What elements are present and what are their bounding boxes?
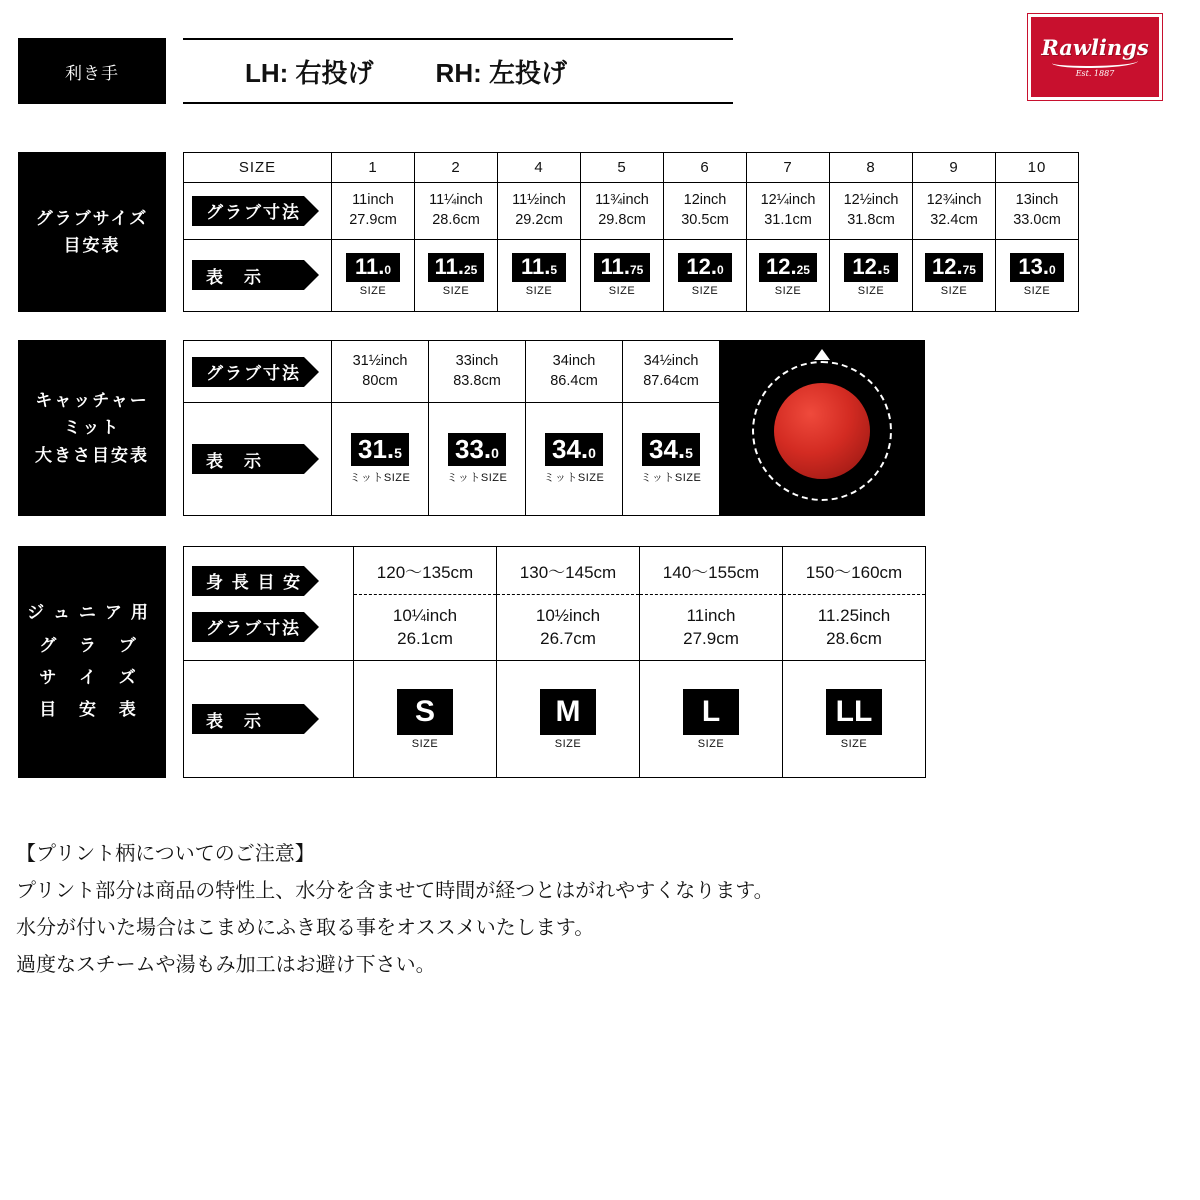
logo-swoosh-icon xyxy=(1052,56,1138,68)
row-tag: グラブ寸法 xyxy=(184,357,331,387)
size-chip: 12. 0 xyxy=(678,253,732,282)
size-caption: SIZE xyxy=(774,285,802,298)
height-dimension-tag-cell xyxy=(184,547,354,661)
logo-est-text: Est. 1887 xyxy=(1075,68,1115,78)
row-tag: 表 示 xyxy=(184,260,331,290)
display-cell xyxy=(783,661,926,778)
size-caption: SIZE xyxy=(525,285,553,298)
size-chip: 31. 5 xyxy=(351,433,409,466)
notes-line: 過度なスチームや湯もみ加工はお避け下さい。 xyxy=(16,954,436,976)
mitt-illustration xyxy=(774,383,870,479)
row-tag: グラブ寸法 xyxy=(184,612,353,642)
display-cell xyxy=(581,239,664,311)
dimension-cell: 34½inch 87.64cm xyxy=(623,341,720,403)
display-cell xyxy=(415,239,498,311)
header-size-label: SIZE xyxy=(184,153,332,183)
display-cell xyxy=(830,239,913,311)
height-cell: 120〜135cm xyxy=(354,547,497,595)
display-cell xyxy=(747,239,830,311)
glove-size-table-block xyxy=(18,152,1079,312)
table-row xyxy=(184,153,1079,183)
display-cell xyxy=(354,661,497,778)
dimension-cell: 12½inch 31.8cm xyxy=(830,183,913,239)
size-header-cell: 5 xyxy=(581,153,664,183)
size-caption: SIZE xyxy=(608,285,636,298)
height-cell: 150〜160cm xyxy=(783,547,926,595)
handedness-rh: RH: 左投げ xyxy=(435,57,567,88)
rawlings-logo xyxy=(1028,14,1162,100)
handedness-lh: LH: 右投げ xyxy=(245,57,374,88)
dimension-cell: 12inch 30.5cm xyxy=(664,183,747,239)
height-cell: 140〜155cm xyxy=(640,547,783,595)
row-tag: 表 示 xyxy=(184,704,353,734)
display-cell xyxy=(498,239,581,311)
handedness-values xyxy=(183,38,733,104)
display-cell xyxy=(996,239,1079,311)
junior-size-table xyxy=(183,546,926,778)
size-header-cell: 8 xyxy=(830,153,913,183)
glove-size-side-label: グラブサイズ 目安表 xyxy=(18,152,166,312)
dimension-cell: 11¾inch 29.8cm xyxy=(581,183,664,239)
handedness-label: 利き手 xyxy=(18,38,166,104)
dimension-cell: 11¼inch 28.6cm xyxy=(415,183,498,239)
size-caption: SIZE xyxy=(857,285,885,298)
size-header-cell: 6 xyxy=(664,153,747,183)
display-cell xyxy=(664,239,747,311)
size-header-cell: 10 xyxy=(996,153,1079,183)
size-header-cell: 4 xyxy=(498,153,581,183)
size-letter-chip: M xyxy=(540,689,596,735)
dimension-cell: 11inch 27.9cm xyxy=(332,183,415,239)
table-row xyxy=(184,341,925,403)
dimension-cell: 33inch 83.8cm xyxy=(429,341,526,403)
dimension-cell: 12¾inch 32.4cm xyxy=(913,183,996,239)
size-chip: 34. 0 xyxy=(545,433,603,466)
size-chip: 33. 0 xyxy=(448,433,506,466)
size-letter-chip: S xyxy=(397,689,453,735)
size-chip: 12. 75 xyxy=(925,253,983,282)
glove-size-table xyxy=(183,152,1079,312)
size-chip: 11. 0 xyxy=(346,253,400,282)
dimension-tag-cell xyxy=(184,341,332,403)
size-caption: SIZE xyxy=(359,285,387,298)
table-row xyxy=(184,547,926,595)
height-cell: 130〜145cm xyxy=(497,547,640,595)
size-caption: ミットSIZE xyxy=(543,472,605,485)
row-tag: 表 示 xyxy=(184,444,331,474)
table-row xyxy=(184,661,926,778)
size-caption: SIZE xyxy=(940,285,968,298)
size-letter-chip: LL xyxy=(826,689,882,735)
handedness-row xyxy=(18,38,733,104)
size-header-cell: 2 xyxy=(415,153,498,183)
size-header-cell: 9 xyxy=(913,153,996,183)
display-tag-cell xyxy=(184,661,354,778)
up-arrow-icon xyxy=(814,349,830,360)
row-tag: 身 長 目 安 xyxy=(184,566,353,596)
display-cell xyxy=(332,403,429,516)
size-caption: ミットSIZE xyxy=(446,472,508,485)
size-caption: SIZE xyxy=(411,737,439,750)
dimension-cell: 11.25inch 28.6cm xyxy=(783,595,926,661)
size-chip: 11. 75 xyxy=(594,253,651,282)
catcher-mitt-table-block xyxy=(18,340,925,516)
size-caption: SIZE xyxy=(442,285,470,298)
table-row xyxy=(184,183,1079,239)
size-chip: 11. 25 xyxy=(428,253,485,282)
size-chip: 12. 5 xyxy=(844,253,898,282)
catcher-mitt-table xyxy=(183,340,925,516)
size-caption: SIZE xyxy=(691,285,719,298)
dimension-cell: 10¼inch 26.1cm xyxy=(354,595,497,661)
size-caption: SIZE xyxy=(697,737,725,750)
display-tag-cell xyxy=(184,403,332,516)
size-chip: 11. 5 xyxy=(512,253,566,282)
size-caption: SIZE xyxy=(1023,285,1051,298)
logo-brand-text: Rawlings xyxy=(1041,34,1149,60)
display-cell xyxy=(429,403,526,516)
display-cell xyxy=(526,403,623,516)
dimension-cell: 34inch 86.4cm xyxy=(526,341,623,403)
display-cell xyxy=(623,403,720,516)
display-cell xyxy=(497,661,640,778)
size-chip: 34. 5 xyxy=(642,433,700,466)
size-chip: 13. 0 xyxy=(1010,253,1064,282)
size-letter-chip: L xyxy=(683,689,739,735)
print-pattern-notes xyxy=(16,836,1016,984)
size-caption: ミットSIZE xyxy=(349,472,411,485)
size-caption: SIZE xyxy=(554,737,582,750)
size-caption: ミットSIZE xyxy=(640,472,702,485)
notes-title: 【プリント柄についてのご注意】 xyxy=(16,843,315,865)
catcher-mitt-photo xyxy=(720,341,925,516)
display-cell xyxy=(640,661,783,778)
display-cell xyxy=(332,239,415,311)
catcher-mitt-side-label: キャッチャー ミット 大きさ目安表 xyxy=(18,340,166,516)
row-tag: グラブ寸法 xyxy=(184,196,331,226)
dimension-cell: 11inch 27.9cm xyxy=(640,595,783,661)
dimension-cell: 31½inch 80cm xyxy=(332,341,429,403)
dimension-cell: 12¼inch 31.1cm xyxy=(747,183,830,239)
size-header-cell: 1 xyxy=(332,153,415,183)
size-caption: SIZE xyxy=(840,737,868,750)
junior-size-table-block xyxy=(18,546,926,778)
display-cell xyxy=(913,239,996,311)
notes-line: 水分が付いた場合はこまめにふき取る事をオススメいたします。 xyxy=(16,917,595,939)
size-header-cell: 7 xyxy=(747,153,830,183)
dimension-tag-cell xyxy=(184,183,332,239)
notes-line: プリント部分は商品の特性上、水分を含ませて時間が経つとはがれやすくなります。 xyxy=(16,880,774,902)
display-tag-cell xyxy=(184,239,332,311)
dimension-cell: 13inch 33.0cm xyxy=(996,183,1079,239)
size-chip: 12. 25 xyxy=(759,253,817,282)
dimension-cell: 11½inch 29.2cm xyxy=(498,183,581,239)
junior-side-label: ジュニア用 グ ラ ブ サ イ ズ 目 安 表 xyxy=(18,546,166,778)
table-row xyxy=(184,239,1079,311)
dimension-cell: 10½inch 26.7cm xyxy=(497,595,640,661)
